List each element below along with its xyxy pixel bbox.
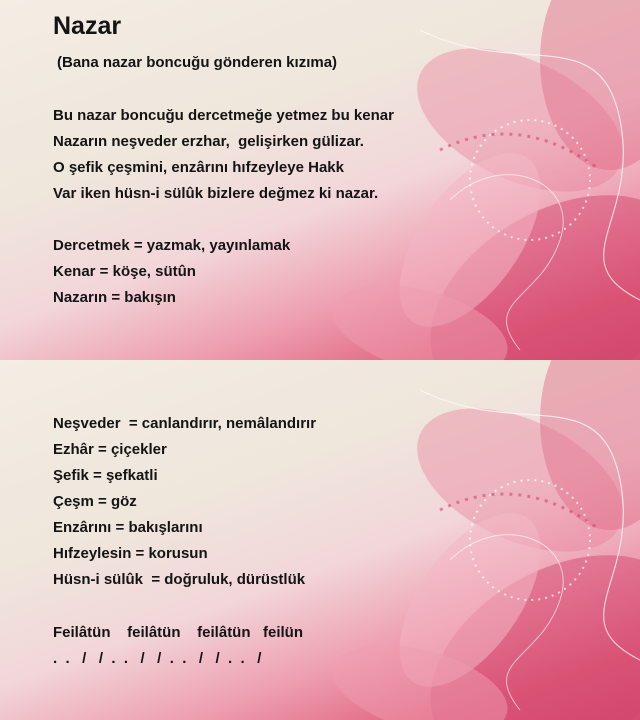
poem-scansion: . . / / . . / / . . / / . . / [53, 650, 262, 667]
poem-meter: Feilâtün feilâtün feilâtün feilün [53, 624, 304, 641]
glossary-entry: Kenar = köşe, sütûn [53, 263, 196, 280]
glossary-entry: Şefik = şefkatli [53, 467, 158, 484]
glossary-entry: Neşveder = canlandırır, nemâlandırır [53, 415, 317, 432]
poem-title: Nazar [53, 12, 122, 40]
verse-line: Bu nazar boncuğu dercetmeğe yetmez bu kenar [53, 107, 394, 124]
verse-line: O şefik çeşmini, enzârını hıfzeyleye Hakk [53, 159, 344, 176]
glossary-entry: Dercetmek = yazmak, yayınlamak [53, 237, 291, 254]
glossary-entry: Enzârını = bakışlarını [53, 519, 203, 536]
glossary-entry: Hüsn-i sülûk = doğruluk, dürüstlük [53, 571, 306, 588]
glossary-entry: Ezhâr = çiçekler [53, 441, 167, 458]
glossary-entry: Çeşm = göz [53, 493, 137, 510]
verse-line: Nazarın neşveder erzhar, gelişirken gülizar. [53, 133, 364, 150]
glossary-entry: Hıfzeylesin = korusun [53, 545, 208, 562]
glossary-entry: Nazarın = bakışın [53, 289, 176, 306]
verse-line: Var iken hüsn-i sülûk bizlere değmez ki nazar. [53, 185, 379, 202]
poem-card-bottom [0, 360, 640, 720]
poem-dedication: (Bana nazar boncuğu gönderen kızıma) [57, 54, 338, 71]
